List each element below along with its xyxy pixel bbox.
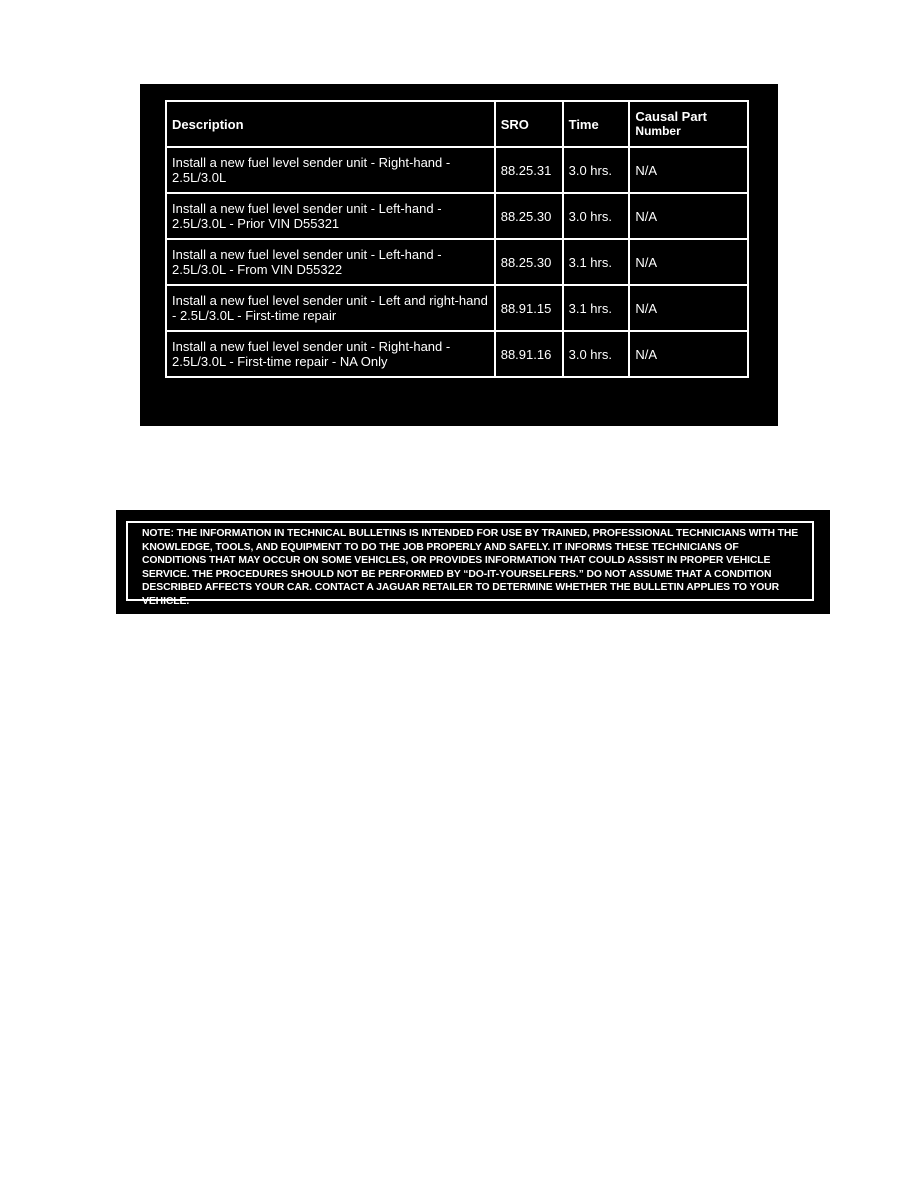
row-sro: 88.91.15 <box>495 285 563 331</box>
row-time: 3.0 hrs. <box>563 331 630 377</box>
row-sro: 88.25.30 <box>495 193 563 239</box>
disclaimer-panel <box>116 510 830 614</box>
row-description: Install a new fuel level sender unit - Left-hand - 2.5L/3.0L - Prior VIN D55321 <box>166 193 495 239</box>
row-causal-part: N/A <box>629 239 748 285</box>
header-time: Time <box>563 101 630 147</box>
header-causal-part-line1: Causal Part <box>635 109 707 124</box>
disclaimer-note: NOTE: THE INFORMATION IN TECHNICAL BULLETINS IS INTENDED FOR USE BY TRAINED, PROFESSIONAL TECHNICIANS WITH THE KNOWLEDGE, TOOLS, AND EQUIPMENT TO DO THE JOB PROPERLY AND SAFELY. IT INFORMS THESE TECHNICIANS OF CONDITIONS THAT MAY OCCUR ON SOME VEHICLES, OR PROVIDES INFORMATION THAT COULD ASSIST IN PROPER VEHICLE SERVICE. THE PROCEDURES SHOULD NOT BE PERFORMED BY “DO-IT-YOURSELFERS.” DO NOT ASSUME THAT A CONDITION DESCRIBED AFFECTS YOUR CAR. CONTACT A JAGUAR RETAILER TO DETERMINE WHETHER THE BULLETIN APPLIES TO YOUR VEHICLE. <box>126 521 814 601</box>
table-row <box>166 147 748 193</box>
row-causal-part: N/A <box>629 285 748 331</box>
row-causal-part: N/A <box>629 331 748 377</box>
table-row <box>166 285 748 331</box>
row-description: Install a new fuel level sender unit - Right-hand - 2.5L/3.0L <box>166 147 495 193</box>
row-time: 3.0 hrs. <box>563 193 630 239</box>
row-description: Install a new fuel level sender unit - Left-hand - 2.5L/3.0L - From VIN D55322 <box>166 239 495 285</box>
row-description: Install a new fuel level sender unit - Left and right-hand - 2.5L/3.0L - First-time repair <box>166 285 495 331</box>
header-description: Description <box>166 101 495 147</box>
header-causal-part-line2: Number <box>635 124 681 138</box>
row-sro: 88.91.16 <box>495 331 563 377</box>
table-row <box>166 331 748 377</box>
warranty-table <box>165 100 749 378</box>
header-sro: SRO <box>495 101 563 147</box>
row-time: 3.1 hrs. <box>563 285 630 331</box>
warranty-table-panel <box>140 84 778 426</box>
row-time: 3.1 hrs. <box>563 239 630 285</box>
row-sro: 88.25.30 <box>495 239 563 285</box>
row-causal-part: N/A <box>629 147 748 193</box>
table-row <box>166 193 748 239</box>
row-sro: 88.25.31 <box>495 147 563 193</box>
row-causal-part: N/A <box>629 193 748 239</box>
table-header-row <box>166 101 748 147</box>
row-time: 3.0 hrs. <box>563 147 630 193</box>
table-row <box>166 239 748 285</box>
row-description: Install a new fuel level sender unit - Right-hand - 2.5L/3.0L - First-time repair - NA Only <box>166 331 495 377</box>
header-causal-part <box>629 101 748 147</box>
